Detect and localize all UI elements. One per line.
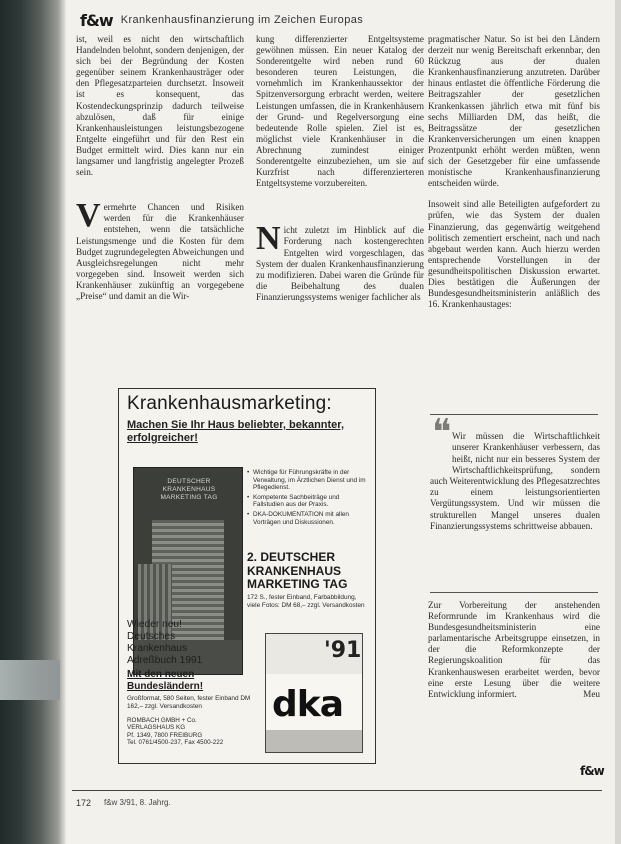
ad-title: Krankenhausmarketing: bbox=[127, 393, 332, 414]
ad-subtitle: Machen Sie Ihr Haus beliebter, bekannter, erfolgreicher! bbox=[127, 419, 345, 444]
drop-cap: V bbox=[76, 197, 101, 235]
drop-cap: N bbox=[256, 220, 281, 258]
advertisement bbox=[118, 388, 376, 764]
address-book-new: Mit den neuen Bundesländern! bbox=[127, 669, 204, 692]
paragraph-dropcap bbox=[76, 197, 244, 302]
bullet-item: • Wichtige für Führungskräfte in der Verwaltung, im Ärztlichen Dienst und im Pflegedienst. bbox=[247, 469, 369, 492]
issue-info: f&w 3/91, 8. Jahrg. bbox=[104, 798, 171, 807]
address-book-detail: Großformat, 580 Seiten, fester Einband DM 162,– zzgl. Versandkosten bbox=[127, 695, 251, 710]
book-cover-stripe bbox=[266, 730, 362, 752]
footer-rule bbox=[72, 790, 602, 791]
text-column-1 bbox=[76, 34, 244, 302]
publisher-address: ROMBACH GMBH + Co. VERLAGSHAUS KG Pf. 1349, 7800 FREIBURG Tel. 0761/4500-237, Fax 4500-222 bbox=[127, 717, 224, 747]
header-title: Krankenhausfinanzierung im Zeichen Europas bbox=[120, 14, 364, 26]
quote-rule-top bbox=[430, 414, 598, 415]
page-edge bbox=[615, 0, 621, 844]
paragraph: pragmatischer Natur. So ist bei den Ländern derzeit nur wenig Bereitschaft erkennbar, den Rückzug aus der dualen Krankenhausfinanzierung anzutreten. Darüber hinaus entlastet die öffentliche Förderung die Beitragszahler der gesetzlichen Krankenkassen jährlich etwa mit fünf bis sechs Milliarden DM, das heißt, die Beitragssätze der gesetzlichen Krankenversicherungen um einen knappen Prozentpunkt erhöht werden müßten, wenn sich der Gesetzgeber für eine umfassende monistische Krankenhausfinanzierung entscheiden würde. bbox=[428, 34, 600, 189]
ad-bullet-list bbox=[247, 469, 369, 528]
page-gutter bbox=[58, 0, 66, 844]
footer-logo: f&w bbox=[580, 764, 604, 778]
event-description: 172 S., fester Einband, Farbabbildung, viele Fotos: DM 68,– zzgl. Versandkosten bbox=[247, 594, 365, 609]
paragraph-dropcap bbox=[256, 220, 424, 303]
binding-tape bbox=[0, 660, 60, 700]
book-cover-dka bbox=[265, 633, 363, 753]
pull-quote: Wir müssen die Wirtschaftlichkeit unserer Krankenhäuser verbessern, das heißt, nicht nur ein besseres System der Wirtschaftlichkeitsprüfung, sondern auch Weiterentwicklung des Pflegesatzrechtes zu einem leistungsorientierten Vergütungssystem. Und wir müssen die strukturellen Mangel unseres dualen Finanzierungssystems schrittweise abbauen. bbox=[430, 431, 600, 531]
bullet-item: • DKA-DOKUMENTATION mit allen Vorträgen und Diskussionen. bbox=[247, 511, 369, 526]
event-title: 2. DEUTSCHER KRANKENHAUS MARKETING TAG bbox=[247, 550, 348, 591]
address-book-heading: Wieder neu! Deutsches Krankenhaus Adreßbuch 1991 bbox=[127, 619, 203, 666]
text-column-3 bbox=[428, 34, 600, 310]
page-number: 172 bbox=[76, 798, 92, 808]
paragraph-text: ermehrte Chancen und Risiken werden für die Krankenhäuser entstehen, wenn die tatsächliche Leistungsmenge und die Kosten für dem Budget zugrundegelegten Abweichungen und Ausgleichsregelungen nicht mehr vorgegeben sind. Insoweit werden sich Krankenhäuser zukünftig an vorgegebene „Preise“ und damit an die Wir- bbox=[76, 202, 244, 301]
book-title-dka: dka bbox=[272, 684, 344, 725]
closing-paragraph bbox=[428, 600, 600, 700]
book-cover-text: DEUTSCHER KRANKENHAUS MARKETING TAG bbox=[160, 478, 218, 501]
book-year: '91 bbox=[324, 638, 362, 663]
quote-mark-icon: ❝ bbox=[432, 412, 452, 453]
book-binding bbox=[0, 0, 58, 844]
quote-rule-bottom bbox=[430, 592, 598, 593]
paragraph: kung differenzierter Entgeltsysteme gewöhnen müssen. Ein neuer Katalog der Sonderentgelte wird neben rund 60 besonderen teuren Leistungen, die vornehmlich im Krankenhaussektor der Spitzenversorgung erbracht werden, weitere Leistungen umfassen, die in Krankenhäusern der Grund- und Regelversorgung eine bedeutende Rolle spielen. Ziel ist es, möglichst viele Krankenhäuser in die Abrechnung zumindest einiger Sonderentgelte einzubeziehen, um sie auf Kurzfrist nach differenzierteren Entgeltsysteme vorzubereiten. bbox=[256, 34, 424, 189]
paragraph: ist, weil es nicht den wirtschaftlich Handelnden belohnt, sondern denjenigen, der sich bei der Begründung der Kosten gegenüber seinem Krankenhausträger oder den Pflegesatzparteien durchsetzt. Insoweit ist es konsequent, das Kostendeckungsprinzip dadurch teilweise abzulösen, daß für einige Krankenhausleistungen leistungsbezogene Entgelte eingeführt und für den Rest ein Budget ermittelt wird. Dies kann nur ein langsamer und langfristig angelegter Prozeß sein. bbox=[76, 34, 244, 178]
author-initials: Meu bbox=[583, 688, 600, 699]
bullet-item: • Kompetente Sachbeiträge und Fallstudien aus der Praxis. bbox=[247, 494, 369, 509]
paragraph: Insoweit sind alle Beteiligten aufgefordert zu prüfen, wie das System der dualen Finanzierung, das gegenwärtig weitgehend politisch zementiert erscheint, nach und nach abgebaut werden kann. Auch hierzu werden entsprechende Vorstellungen in der gesundheitspolitischen Diskussion erwartet. Dies bestätigen die Äußerungen der Bundesgesundheitsministerin anläßlich des 16. Krankenhaustages: bbox=[428, 199, 600, 310]
paragraph-text: icht zuletzt im Hinblick auf die Forderung nach kostengerechten Entgelten wird vorgeschlagen, das System der dualen Krankenhausfinanzierung zu modifizieren. Dabei waren die Gründe für die Beibehaltung des dualen Finanzierungssystems weniger fachlicher als bbox=[256, 225, 424, 302]
text-column-2 bbox=[256, 34, 424, 303]
fw-logo: f&w bbox=[80, 10, 113, 30]
closing-text: Zur Vorbereitung der anstehenden Reformrunde im Krankenhaus wird die Bundesgesundheitsministerin eine parlamentarische Arbeitsgruppe einsetzen, in der die Reformkonzepte der Regierungskoalition für das Krankenhauswesen erarbeitet werden, bevor eine erste Lesung über die weitere Entwicklung informiert. bbox=[428, 600, 600, 699]
running-header bbox=[80, 10, 380, 30]
